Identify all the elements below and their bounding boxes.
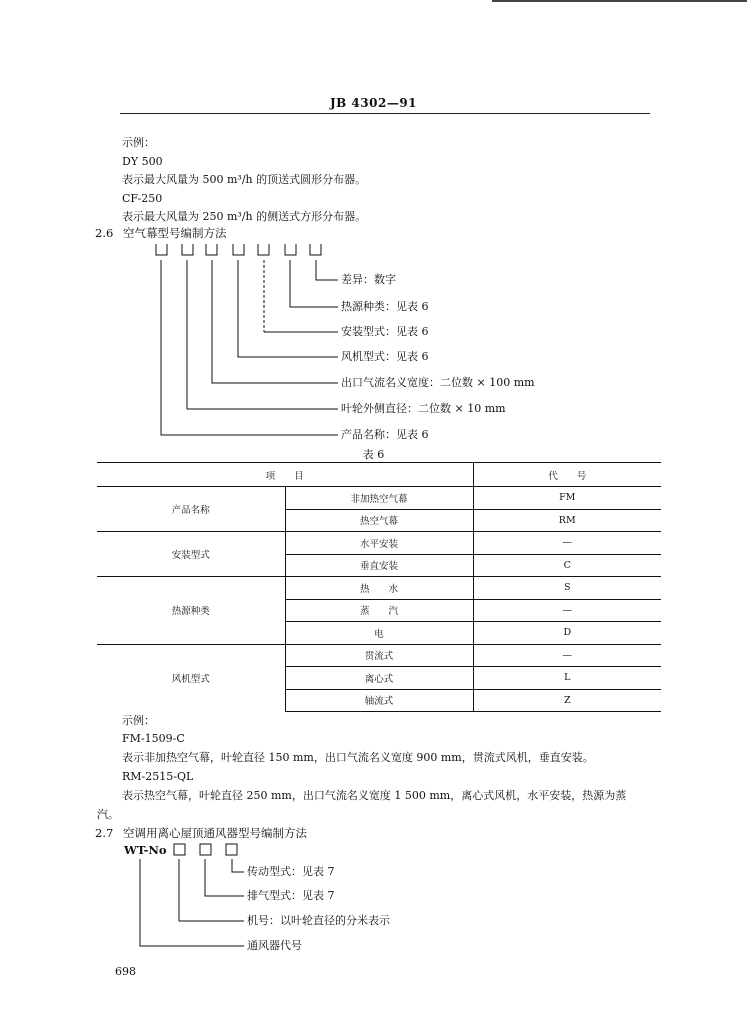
table6-name: 离心式 — [285, 667, 473, 690]
table6-name: 轴流式 — [285, 689, 473, 712]
table6-name: 蒸 汽 — [285, 599, 473, 622]
diagram26-label: 风机型式：见表 6 — [341, 350, 429, 363]
table6-name: 电 — [285, 622, 473, 645]
table6-name: 水平安装 — [285, 532, 473, 555]
table6-caption: 表 6 — [362, 448, 385, 461]
table6-attribute: 风机型式 — [97, 644, 285, 712]
example1-line: 表示最大风量为 250 m³/h 的侧送式方形分布器。 — [122, 210, 367, 223]
section27-number: 2.7 — [95, 826, 114, 840]
table6-attribute: 安装型式 — [97, 532, 285, 577]
table6-code: Z — [473, 689, 661, 712]
table6-code: RM — [473, 509, 661, 532]
table6-code: — — [473, 599, 661, 622]
example2-line: RM-2515-QL — [122, 770, 194, 783]
example2-line: 汽。 — [97, 808, 119, 821]
section27-title: 空调用离心屋顶通风器型号编制方法 — [123, 826, 307, 840]
diagram27-label: 排气型式：见表 7 — [247, 889, 335, 902]
diagram27-label: 传动型式：见表 7 — [247, 865, 335, 878]
page-header: JB 4302—91 — [329, 96, 418, 110]
table6-name: 贯流式 — [285, 644, 473, 667]
example1-label: 示例： — [122, 136, 155, 149]
table6-code: FM — [473, 487, 661, 510]
table6-code: L — [473, 667, 661, 690]
example2-line: 表示热空气幕，叶轮直径 250 mm，出口气流名义宽度 1 500 mm，离心式风机，水平安装，热源为蒸 — [122, 789, 627, 802]
diagram26-label: 叶轮外侧直径：二位数 × 10 mm — [341, 402, 506, 415]
leader-lines — [140, 859, 244, 946]
example2-line: FM-1509-C — [122, 732, 185, 745]
example1-line: 表示最大风量为 500 m³/h 的顶送式圆形分布器。 — [122, 173, 367, 186]
diagram27-label: 通风器代号 — [247, 939, 302, 952]
table6-name: 热 水 — [285, 577, 473, 600]
table6-name: 热空气幕 — [285, 509, 473, 532]
diagram26-label: 热源种类：见表 6 — [341, 300, 429, 313]
table6-header-code: 代 号 — [473, 463, 661, 487]
table6-code: S — [473, 577, 661, 600]
section26-number: 2.6 — [95, 226, 114, 240]
table6-code: — — [473, 532, 661, 555]
diagram26-label: 差异：数字 — [341, 273, 396, 286]
table6-attribute: 热源种类 — [97, 577, 285, 645]
example1-line: DY 500 — [122, 155, 163, 168]
table6-name: 垂直安装 — [285, 554, 473, 577]
example2-label: 示例： — [122, 714, 155, 727]
diagram26-label: 出口气流名义宽度：二位数 × 100 mm — [341, 376, 535, 389]
diagram27-label: 机号：以叶轮直径的分米表示 — [247, 914, 390, 927]
diagram26-label: 安装型式：见表 6 — [341, 325, 429, 338]
table6-header-item: 项 目 — [97, 463, 473, 487]
section26-title: 空气幕型号编制方法 — [123, 226, 227, 240]
page-number: 698 — [115, 965, 136, 978]
table6-code: C — [473, 554, 661, 577]
table6-attribute: 产品名称 — [97, 487, 285, 532]
code-boxes — [174, 844, 237, 855]
table6-name: 非加热空气幕 — [350, 493, 408, 505]
table6-code: — — [473, 644, 661, 667]
example2-line: 表示非加热空气幕，叶轮直径 150 mm，出口气流名义宽度 900 mm，贯流式风机，垂直安装。 — [122, 751, 594, 764]
model-prefix: WT-No — [124, 843, 167, 857]
example1-line: CF-250 — [122, 192, 163, 205]
diagram26-label: 产品名称：见表 6 — [341, 428, 429, 441]
table6-code: D — [473, 622, 661, 645]
